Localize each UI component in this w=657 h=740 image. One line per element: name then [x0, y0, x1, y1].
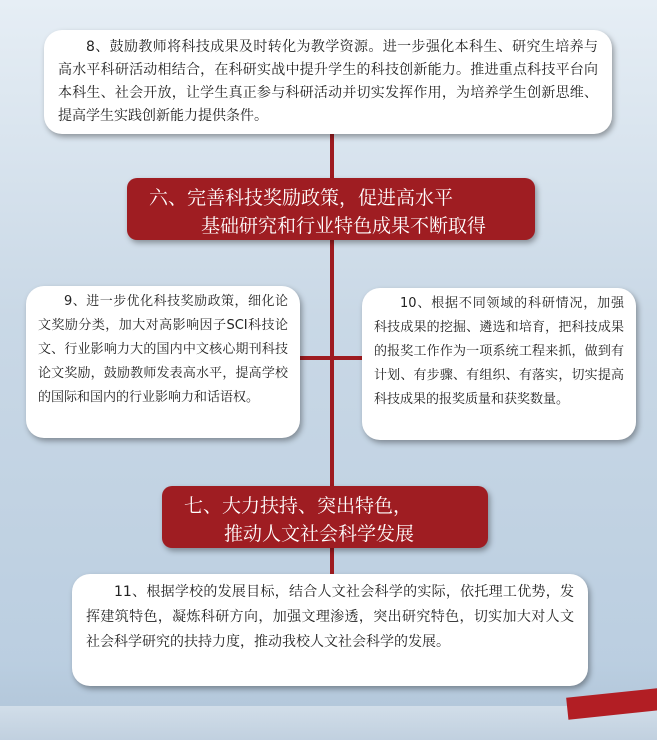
banner-seven-line1: 七、大力扶持、突出特色， [184, 495, 413, 517]
card-item-8-text: 8、鼓励教师将科技成果及时转化为教学资源。进一步强化本科生、研究生培养与高水平科研活动相结合，在科研实战中提升学生的科技创新能力。推进重点科技平台向本科生、社会开放，让学生真正参与科研活动并切实发挥作用，为培养学生创新思维、提高学生实践创新能力提供条件。 [58, 39, 598, 124]
connector-branch-right [334, 356, 364, 360]
banner-six-line1: 六、完善科技奖励政策，促进高水平 [149, 187, 454, 209]
card-item-10-text: 10、根据不同领域的科研情况，加强科技成果的挖掘、遴选和培育，把科技成果的报奖工作作为一项系统工程来抓，做到有计划、有步骤、有组织、有落实，切实提高科技成果的报奖质量和获奖数量。 [374, 296, 624, 407]
banner-six-line2: 基础研究和行业特色成果不断取得 [201, 215, 487, 237]
banner-seven-line2: 推动人文社会科学发展 [224, 523, 415, 545]
card-item-11 [72, 574, 588, 686]
connector-bottom [330, 544, 334, 578]
card-item-10 [362, 288, 636, 440]
connector-top [330, 130, 334, 180]
card-item-11-text: 11、根据学校的发展目标，结合人文社会科学的实际，依托理工优势，发挥建筑特色，凝炼科研方向，加强文理渗透，突出研究特色，切实加大对人文社会科学研究的扶持力度，推动我校人文社会科学的发展。 [86, 584, 574, 650]
banner-section-six [127, 178, 535, 240]
connector-middle [330, 236, 334, 488]
card-item-9 [26, 286, 300, 438]
connector-branch-left [298, 356, 330, 360]
card-item-9-text: 9、进一步优化科技奖励政策，细化论文奖励分类，加大对高影响因子SCI科技论文、行业影响力大的国内中文核心期刊科技论文奖励，鼓励教师发表高水平，提高学校的国际和国内的行业影响力和话语权。 [38, 294, 288, 405]
card-item-8 [44, 30, 612, 134]
banner-section-seven [162, 486, 488, 548]
